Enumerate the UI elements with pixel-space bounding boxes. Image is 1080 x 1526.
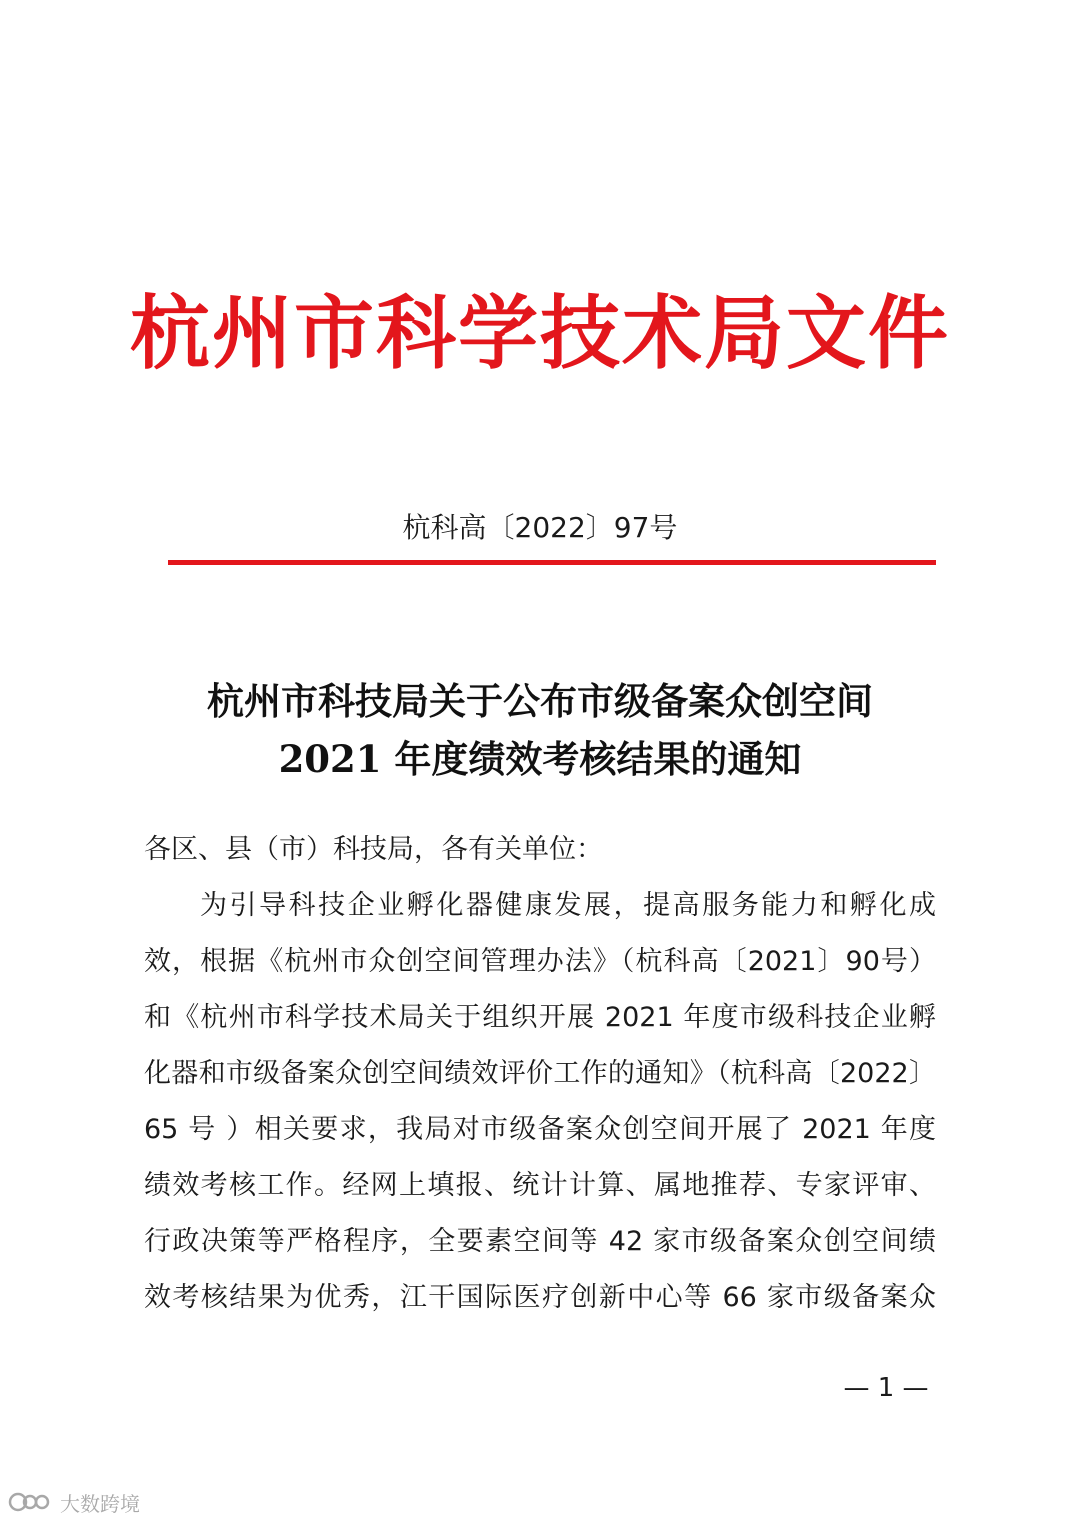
watermark-logo-icon xyxy=(8,1490,54,1514)
paragraph-line: 65 号 ）相关要求，我局对市级备案众创空间开展了 2021 年度 xyxy=(144,1114,936,1145)
paragraph-line: 行政决策等严格程序，全要素空间等 42 家市级备案众创空间绩 xyxy=(144,1226,936,1257)
page-number: — 1 — xyxy=(843,1373,929,1403)
salutation: 各区、县（市）科技局，各有关单位： xyxy=(144,834,603,865)
paragraph-line: 效，根据《杭州市众创空间管理办法》（杭科高〔2021〕90号） xyxy=(144,946,936,977)
paragraph-line: 化器和市级备案众创空间绩效评价工作的通知》（杭科高〔2022〕 xyxy=(144,1058,936,1089)
notice-title xyxy=(0,672,1080,788)
watermark-text: 大数跨境 xyxy=(60,1491,140,1516)
masthead-title: 杭州市科学技术局文件 xyxy=(130,286,950,380)
paragraph-line: 和《杭州市科学技术局关于组织开展 2021 年度市级科技企业孵 xyxy=(144,1002,936,1033)
document-number: 杭科高〔2022〕97号 xyxy=(402,511,678,544)
paragraph-line: 效考核结果为优秀，江干国际医疗创新中心等 66 家市级备案众 xyxy=(144,1282,936,1313)
paragraph-line: 绩效考核工作。经网上填报、统计计算、属地推荐、专家评审、 xyxy=(144,1170,936,1201)
notice-title-line-2: 2021 年度绩效考核结果的通知 xyxy=(278,737,802,781)
watermark xyxy=(8,1488,140,1516)
paragraph-line: 为引导科技企业孵化器健康发展，提高服务能力和孵化成 xyxy=(200,890,936,921)
red-divider-line xyxy=(168,560,936,565)
notice-body xyxy=(144,822,936,1326)
notice-title-line-1: 杭州市科技局关于公布市级备案众创空间 xyxy=(207,679,873,723)
